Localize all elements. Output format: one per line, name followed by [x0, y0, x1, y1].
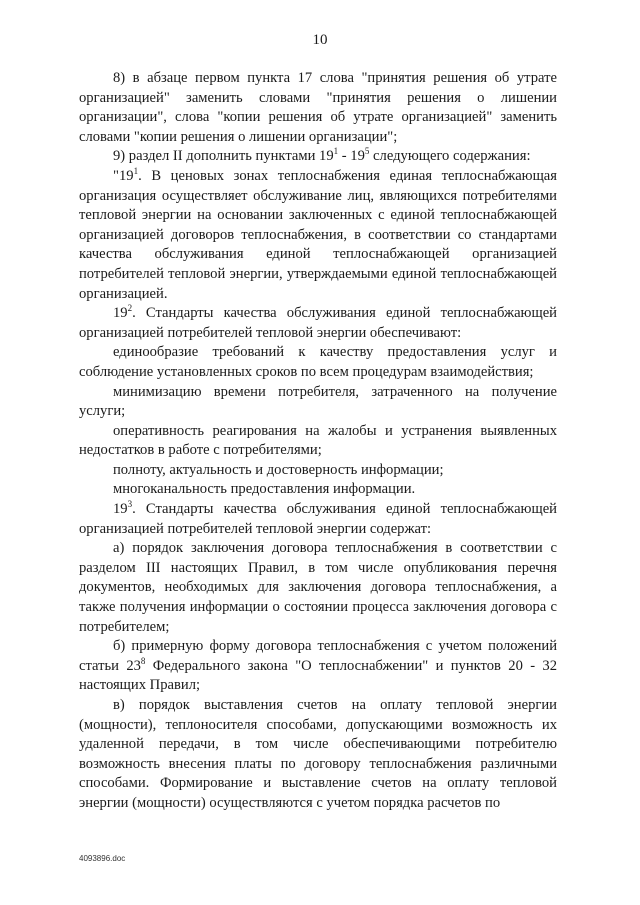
- list-item-completeness: полноту, актуальность и достоверность информации;: [113, 461, 444, 478]
- paragraph-8: 8) в абзаце первом пункта 17 слова "принятия решения об утрате организацией" заменить словами "принятия решения о лишении организации", слова "копии решения об утрате организацией" заменить словами "копии решения о лишении организации";: [79, 70, 557, 145]
- subitem-v: в) порядок выставления счетов на оплату тепловой энергии (мощности), теплоносителя способами, допускающими возможность их удаленной передачи, в том числе обеспечивающими потребителю возможность внесения платы по договору теплоснабжения различными способами. Формирование и выставление счетов на оплату тепловой энергии (мощности) осуществляются с учетом порядка расчетов по: [79, 697, 557, 811]
- subitem-b: б) примерную форму договора теплоснабжения с учетом положений статьи $23^8$ Федерального закона "О теплоснабжении" и пунктов 20 - 32 настоящих Правил;: [79, 638, 558, 694]
- page-number: 10: [312, 32, 328, 48]
- document-body: [79, 69, 557, 814]
- paragraph-19-2: $19^2$. Стандарты качества обслуживания единой теплоснабжающей организацией потребителей тепловой энергии обеспечивают:: [79, 303, 557, 341]
- list-item-multichannel: многоканальность предоставления информации.: [113, 481, 416, 498]
- paragraph-19-3: $19^3$. Стандарты качества обслуживания единой теплоснабжающей организацией потребителей тепловой энергии содержат:: [79, 499, 557, 537]
- list-item-time: минимизацию времени потребителя, затраченного на получение услуги;: [79, 383, 557, 420]
- file-name-footer: 4093896.doc: [79, 854, 126, 863]
- paragraph-9: 9) раздел II дополнить пунктами $19^1 - 19^5$ следующего содержания:: [113, 146, 531, 165]
- paragraph-19-1: "$19^1$. В ценовых зонах теплоснабжения единая теплоснабжающая организация осуществляет обслуживание лиц, являющихся потребителями тепловой энергии на основании заключенных с единой теплоснабжающей организацией договоров теплоснабжения, в соответствии со стандартами качества обслуживания единой теплоснабжающей организацией потребителей тепловой энергии, утверждаемыми единой теплоснабжающей организацией.: [79, 166, 557, 302]
- subitem-a: а) порядок заключения договора теплоснабжения в соответствии с разделом III настоящих Правил, в том числе опубликования перечня документов, необходимых для заключения договора теплоснабжения, а также получения информации о состоянии процесса заключения договора с потребителем;: [79, 540, 557, 635]
- list-item-responsiveness: оперативность реагирования на жалобы и устранения выявленных недостатков в работе с потребителями;: [79, 422, 557, 459]
- list-item-uniformity: единообразие требований к качеству предоставления услуг и соблюдение установленных сроков по всем процедурам взаимодействия;: [79, 344, 557, 380]
